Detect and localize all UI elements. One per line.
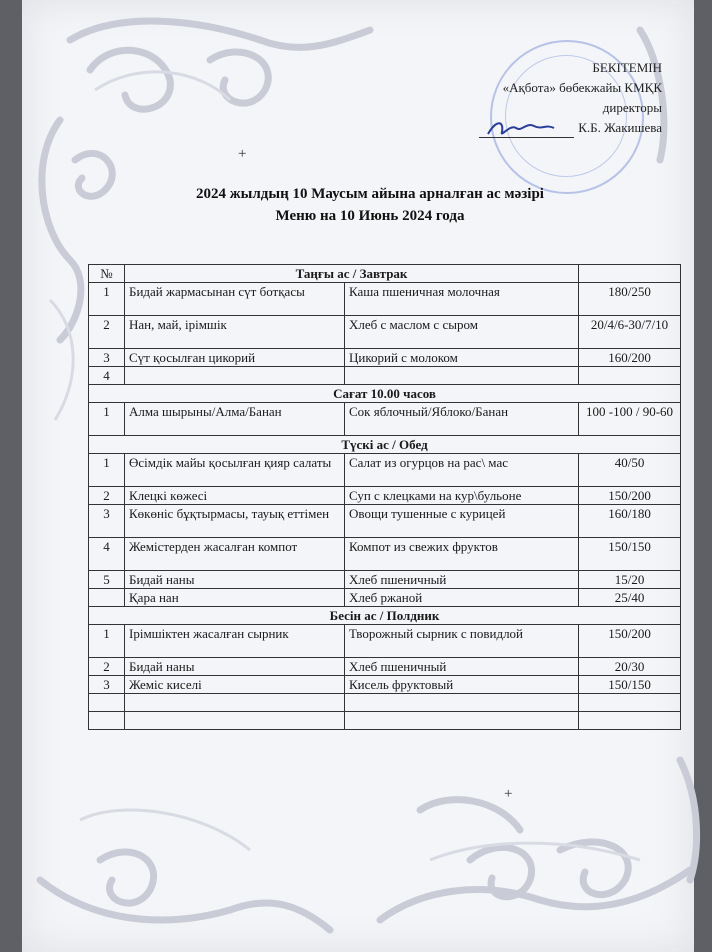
table-cell-qty xyxy=(579,367,681,385)
table-cell-qty: 180/250 xyxy=(579,283,681,316)
table-cell-qty: 150/200 xyxy=(579,487,681,505)
approval-heading: БЕКІТЕМІН xyxy=(592,60,662,75)
menu-table xyxy=(88,264,681,730)
cross-mark-top: + xyxy=(238,146,247,162)
table-cell-num xyxy=(89,589,125,607)
table-cell-kz: Қара нан xyxy=(125,589,345,607)
table-cell-ru: Хлеб пшеничный xyxy=(345,658,579,676)
table-cell-num: 5 xyxy=(89,571,125,589)
approval-name: К.Б. Жакишева xyxy=(578,120,662,135)
table-cell-kz: Ірімшіктен жасалған сырник xyxy=(125,625,345,658)
table-cell-ru: Суп с клецками на кур\бульоне xyxy=(345,487,579,505)
table-cell-qty: 25/40 xyxy=(579,589,681,607)
table-cell-num: 2 xyxy=(89,487,125,505)
table-cell-num: 1 xyxy=(89,403,125,436)
table-cell-ru: Салат из огурцов на рас\ мас xyxy=(345,454,579,487)
table-cell-num: 4 xyxy=(89,538,125,571)
table-cell-kz: Бидай жармасынан сүт ботқасы xyxy=(125,283,345,316)
table-cell-ru: Хлеб ржаной xyxy=(345,589,579,607)
table-cell-qty: 150/150 xyxy=(579,538,681,571)
title-kz: 2024 жылдың 10 Маусым айына арналған ас мәзірі xyxy=(196,186,544,202)
table-cell-kz: Өсімдік майы қосылған қияр салаты xyxy=(125,454,345,487)
table-cell-qty xyxy=(579,694,681,712)
table-cell-kz: Бидай наны xyxy=(125,571,345,589)
table-cell-ru: Овощи тушенные с курицей xyxy=(345,505,579,538)
table-cell-num: 2 xyxy=(89,658,125,676)
table-cell-num xyxy=(89,712,125,730)
table-cell-num: 3 xyxy=(89,349,125,367)
table-cell-qty: 15/20 xyxy=(579,571,681,589)
table-cell-num: 4 xyxy=(89,367,125,385)
table-cell-qty: 100 -100 / 90-60 xyxy=(579,403,681,436)
table-cell-kz: Жеміс киселі xyxy=(125,676,345,694)
approval-org: «Ақбота» бөбекжайы КМҚК xyxy=(502,80,662,95)
section-title: Бесін ас / Полдник xyxy=(89,607,681,625)
table-cell-num: 1 xyxy=(89,625,125,658)
table-cell-qty xyxy=(579,712,681,730)
table-cell-kz xyxy=(125,712,345,730)
cross-mark-bottom: + xyxy=(504,786,513,802)
table-cell-kz: Сүт қосылған цикорий xyxy=(125,349,345,367)
table-cell-ru: Сок яблочный/Яблоко/Банан xyxy=(345,403,579,436)
title-ru: Меню на 10 Июнь 2024 года xyxy=(275,208,465,224)
table-cell-kz: Клецкі көжесі xyxy=(125,487,345,505)
table-cell-ru: Каша пшеничная молочная xyxy=(345,283,579,316)
table-cell-ru: Хлеб пшеничный xyxy=(345,571,579,589)
table-cell-kz: Бидай наны xyxy=(125,658,345,676)
table-cell-kz: Жемістерден жасалған компот xyxy=(125,538,345,571)
table-cell-num: 3 xyxy=(89,676,125,694)
section-title: Таңғы ас / Завтрак xyxy=(125,265,579,283)
section-title: Түскі ас / Обед xyxy=(89,436,681,454)
table-cell-ru xyxy=(345,694,579,712)
table-cell-qty: 20/4/6-30/7/10 xyxy=(579,316,681,349)
table-cell-kz: Көкөніс бұқтырмасы, тауық еттімен xyxy=(125,505,345,538)
approval-block xyxy=(402,58,662,138)
table-cell-ru: Компот из свежих фруктов xyxy=(345,538,579,571)
table-cell-ru xyxy=(345,712,579,730)
table-cell-qty: 160/180 xyxy=(579,505,681,538)
table-cell-num: 3 xyxy=(89,505,125,538)
table-cell-qty: 20/30 xyxy=(579,658,681,676)
table-cell-qty: 160/200 xyxy=(579,349,681,367)
table-cell-kz: Алма шырыны/Алма/Банан xyxy=(125,403,345,436)
table-cell-ru: Творожный сырник с повидлой xyxy=(345,625,579,658)
table-cell-num: 1 xyxy=(89,283,125,316)
table-cell-kz xyxy=(125,367,345,385)
section-title: Сағат 10.00 часов xyxy=(89,385,681,403)
table-cell-qty: 40/50 xyxy=(579,454,681,487)
table-cell-num xyxy=(89,694,125,712)
table-cell-kz: Нан, май, ірімшік xyxy=(125,316,345,349)
table-cell-ru xyxy=(345,367,579,385)
header-num: № xyxy=(89,265,125,283)
table-cell-ru: Цикорий с молоком xyxy=(345,349,579,367)
table-cell-qty: 150/200 xyxy=(579,625,681,658)
table-cell-num: 2 xyxy=(89,316,125,349)
table-cell-kz xyxy=(125,694,345,712)
approval-signature-line xyxy=(402,118,662,138)
table-cell-num: 1 xyxy=(89,454,125,487)
table-cell-ru: Кисель фруктовый xyxy=(345,676,579,694)
table-cell-qty: 150/150 xyxy=(579,676,681,694)
table-cell-ru: Хлеб с маслом с сыром xyxy=(345,316,579,349)
approval-position: директоры xyxy=(602,100,662,115)
